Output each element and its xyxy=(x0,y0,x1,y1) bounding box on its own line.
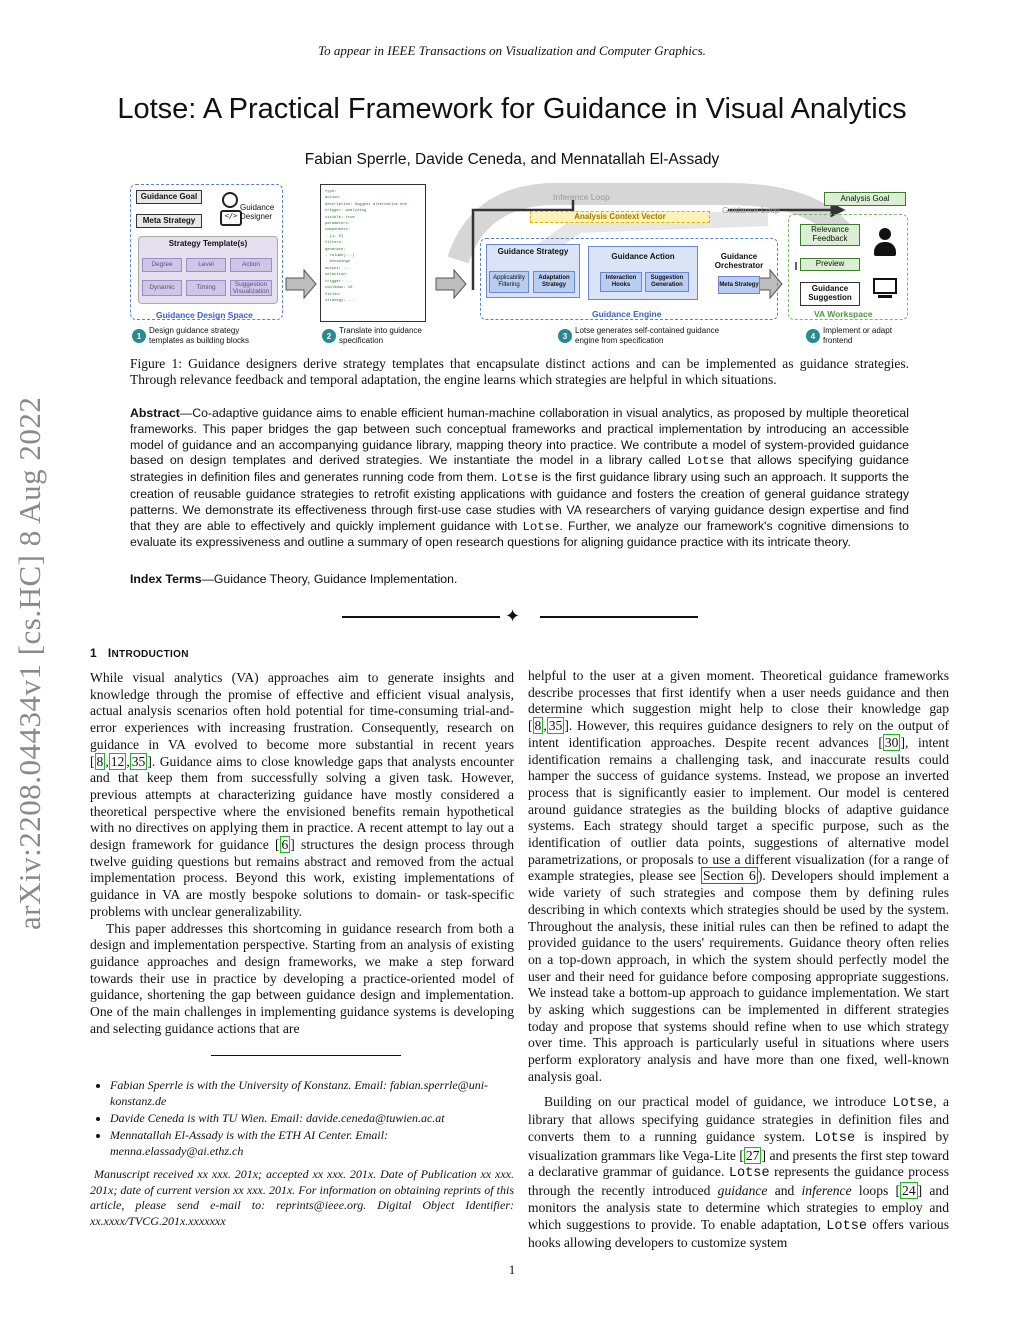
step-3-badge: 3 xyxy=(558,329,572,343)
workspace-label: VA Workspace xyxy=(814,309,873,319)
lotse-name: Lotse xyxy=(522,519,560,534)
spec-line: strategy: ... xyxy=(325,298,355,303)
step-1-text: Design guidance strategy templates as building blocks xyxy=(149,326,250,345)
strategy-template-frame: Strategy Template(s) xyxy=(138,236,278,304)
section-link[interactable]: Section 6 xyxy=(703,868,756,884)
spec-line: action: xyxy=(325,196,341,201)
text-run: ). Developers should implement a wide variety of such strategies and compose them by defining rules describing in which contexts which strategies should be used by the system. Throughout the analysis, these initial rules can then be refined to adapt the provided guidance to the users' requirements. Guidance theory often relies on a top-down approach, in which the system should perfectly model the user and their need for guidance before composing appropriate suggestions. We instead take a bottom-up approach to guidance implementation. We start by asking which suggestions can be implemented in different strategies today and propose that systems should refine when to use which strategy over time. This approach is particularly useful in situations where users perform exploratory analysis and have more than one fixed, well-known analysis goal. xyxy=(528,868,949,1084)
text-run: inference xyxy=(801,1183,852,1199)
footnote-rule xyxy=(211,1055,401,1056)
figure-caption: Figure 1: Guidance designers derive strategy templates that encapsulate distinct actions and can be implemented as guidance strategies. Through relevance feedback and temporal adaptation, the engine learns which strategies are helpful in which situations. xyxy=(130,356,909,387)
text-run: and xyxy=(767,1183,802,1199)
abstract-text: Co-adaptive guidance aims to enable efficient human-machine collaboration in visual analytics, as proposed by multiple theoretical frameworks. This paper bridges the gap between such conceptual frameworks and practical implementation by introducing an accessible model of guidance and an accompanying guidance library, mapping theory into practice. We contribute a model of system-provided guidance based on design templates and derived strategies. We instantiate the model in a library called xyxy=(130,406,909,468)
adaptation-box: Adaptation Strategy xyxy=(533,271,575,293)
abstract xyxy=(130,406,909,551)
text-run: ]. Guidance aims to close knowledge gaps that analysts encounter and that keep them from successfully solving a given task. However, previous attempts at characterizing guidance have mostly considered a theoretical perspective where the envisioned benefits remain hypothetical with no directives on applying them in practice. A recent attempt to lay out a design framework for guidance [ xyxy=(90,753,514,853)
spec-document xyxy=(320,184,426,322)
template-cell: Suggestion Visualization xyxy=(230,280,272,296)
text-run: loops [ xyxy=(851,1183,901,1199)
text-run: Building on our practical model of guidance, we introduce xyxy=(544,1093,893,1109)
relevance-feedback-box: Relevance Feedback xyxy=(800,224,860,246)
guidance-suggestion-box: Guidance Suggestion xyxy=(800,282,860,306)
spec-line: selection: xyxy=(325,273,348,278)
step-1-badge: 1 xyxy=(132,329,146,343)
step-4-badge: 4 xyxy=(806,329,820,343)
spec-line: filters: xyxy=(325,241,344,246)
paragraph xyxy=(528,1094,949,1252)
right-column xyxy=(528,668,949,1252)
guidance-goal-box: Guidance Goal xyxy=(136,190,202,204)
paragraph: helpful to the user at a given moment. Theoretical guidance frameworks describe processes that first identify when a user needs guidance and then determine which suggestion might help to close their knowledge gap [ 8 , 35 ]. However, this requires guidance designers to rely on the output of intent identification approaches. Despite recent advances [ 30 ], intent identification remains a challenging task, and inaccurate results could hamper the success of guidance systems. Instead, we propose an inverted process that is significantly easier to implement. Our model is centered around guidance strategies as the building blocks of adaptive guidance systems. Each strategy should target a specific purpose, such as the identification of outlier data points, suggestions of alternative model parametrizations, or proposals to use a different visualization (for a range of example strategies, please see Section 6 ). Developers should implement a wide variety of such strategies and compose them by defining rules describing in which contexts which strategies should be used by the system. Throughout the analysis, these initial rules can then be refined to adapt the provided guidance to the users' requirements. Guidance theory often relies on a top-down approach, in which the system should perfectly model the user and their need for guidance before composing appropriate suggestions. We instead take a bottom-up approach to guidance implementation. We start by asking which suggestions can be implemented in different strategies today and propose that systems should refine when to use which strategy over time. This approach is particularly useful in situations where users perform exploratory analysis and have more than one fixed, well-known analysis goal. xyxy=(528,668,949,1084)
spec-line: type: xyxy=(325,190,337,194)
spec-line: description: Suggest alternative enc xyxy=(325,202,408,207)
template-cell: Level xyxy=(186,258,226,272)
spec-line: cooldown: 10 xyxy=(325,286,353,291)
designer-icon: </> xyxy=(220,192,240,222)
step-2-badge: 2 xyxy=(322,329,336,343)
meta-strategy-box: Meta Strategy xyxy=(136,214,202,228)
spec-line: output: ... xyxy=(325,266,351,271)
authors: Fabian Sperrle, Davide Ceneda, and Mennatallah El-Assady xyxy=(304,151,720,168)
text-run: ], intent identification remains a challenging task, and inaccurate results could hamper the success of guidance systems. Instead, we propose an inverted process that is significantly easier to implement. Our model is centered around guidance strategies as the building blocks of adaptive guidance systems. Each strategy should target a specific purpose, such as the identification of outlier data points, suggestions of alternative model parametrizations, or proposals to use a different visualization (for a range of example strategies, please see xyxy=(528,734,949,884)
step-4-text: Implement or adapt frontend xyxy=(823,326,892,345)
citation-link[interactable]: 27 xyxy=(745,1147,760,1163)
abstract-text: that allows specifying guidance strategies in definition files and generates running code from them. xyxy=(130,453,909,485)
lotse-name: Lotse xyxy=(814,1130,856,1146)
section-divider xyxy=(0,608,1024,626)
paper-title: Lotse: A Practical Framework for Guidance in Visual Analytics xyxy=(117,93,907,125)
lotse-name: Lotse xyxy=(892,1095,934,1111)
footnote-item: • Davide Ceneda is with TU Wien. Email: davide.ceneda@tuwien.ac.at xyxy=(110,1110,515,1126)
footnote-item: • Fabian Sperrle is with the University of Konstanz. Email: fabian.sperrle@uni-konstanz.de xyxy=(110,1077,515,1109)
lotse-name: Lotse xyxy=(728,1166,770,1182)
spec-line: - [1, 0] xyxy=(325,234,344,239)
guidance-strategy-box: Guidance Strategy xyxy=(486,244,580,298)
citation-link[interactable]: 24 xyxy=(902,1183,916,1199)
applicability-box: Applicability Filtering xyxy=(489,271,529,293)
left-column xyxy=(90,670,514,1037)
spec-line: trigger: analyzing xyxy=(325,209,367,214)
template-cell: Degree xyxy=(142,258,182,272)
spec-line: - encodings xyxy=(325,260,351,265)
text-run: offers various hooks allowing developers to customize system xyxy=(528,1216,950,1251)
lotse-name: Lotse xyxy=(501,471,539,486)
monitor-icon xyxy=(873,278,899,300)
manuscript-note: Manuscript received xx xxx. 201x; accepted xx xxx. 201x. Date of Publication xx xxx. 201x; date of current version xx xxx. 201x. For information on obtaining reprints of this article, please send e-mail to: reprints@ieee.org. Digital Object Identifier: xx.xxxx/TVCG.201x.xxxxxxx xyxy=(90,1167,514,1228)
context-vector: Analysis Context Vector xyxy=(530,211,710,223)
index-terms xyxy=(130,572,909,586)
text-run: ] and presents the first step toward a declarative grammar of guidance. xyxy=(528,1147,949,1180)
divider-diamond-icon: ✦ xyxy=(505,606,521,627)
spec-line: visible: true xyxy=(325,215,355,220)
arxiv-stamp: arXiv:2208.04434v1 [cs.HC] 8 Aug 2022 xyxy=(12,396,47,930)
section-number: 1 xyxy=(90,646,97,660)
spec-line: - column(...) xyxy=(325,254,355,259)
spec-line: components: xyxy=(325,228,351,233)
orchestrator-label: Guidance Orchestrator xyxy=(714,252,764,270)
citation-link[interactable]: 35 xyxy=(131,753,146,769)
index-terms-dash: — xyxy=(201,572,214,586)
text-run: represents the guidance process through the recently introduced xyxy=(528,1164,949,1199)
arrow-2 xyxy=(436,270,466,298)
citation-link[interactable]: 12 xyxy=(110,753,125,769)
step-3-text: Lotse generates self-contained guidance engine from specification xyxy=(575,326,720,345)
engine-label: Guidance Engine xyxy=(592,309,662,319)
analyst-icon xyxy=(874,228,896,258)
text-run: ]. However, this requires guidance designers to rely on the output of intent identification approaches. Despite recent advances [ xyxy=(528,718,949,750)
design-space-label: Guidance Design Space xyxy=(156,310,253,320)
interaction-hooks-box: Interaction Hooks xyxy=(600,272,642,292)
abstract-dash: — xyxy=(179,406,193,420)
text-run: is inspired by visualization grammars like Vega-Lite [ xyxy=(528,1128,949,1163)
template-cell: Action xyxy=(230,258,272,272)
index-terms-label: Index Terms xyxy=(130,572,202,586)
analysis-goal-box: Analysis Goal xyxy=(824,192,906,206)
text-run: While visual analytics (VA) approaches aim to generate insights and knowledge through the promise of effective and efficient visual analysis, actual analysis scenarios often hold potential for time-consuming trial-and-error experiences with increasing frustration. Consequently, research on guidance in VA evolved to become more substantial in recent years [ xyxy=(90,670,514,769)
footnotes xyxy=(92,1077,515,1160)
citation-link[interactable]: 30 xyxy=(884,734,899,750)
arrow-1 xyxy=(286,270,316,298)
preview-box: Preview xyxy=(800,258,860,271)
section-heading xyxy=(90,646,189,660)
lotse-name: Lotse xyxy=(687,454,725,469)
template-cell: Dynamic xyxy=(142,280,182,296)
guidance-designer-label: Guidance Designer xyxy=(240,203,275,221)
section-title-rest: NTRODUCTION xyxy=(111,649,189,660)
citation-link[interactable]: 6 xyxy=(281,837,289,853)
text-run: guidance xyxy=(717,1183,768,1199)
text-run: ] structures the design process through twelve guiding questions but remains abstract and removed from the actual implementation process. Beyond this work, existing implementations of guidance in VA are mostly bespoke solutions to domain- or task-specific problems with unclear generalizability. xyxy=(90,837,514,919)
citation-link[interactable]: 35 xyxy=(548,718,563,734)
citation-link[interactable]: 8 xyxy=(534,718,542,734)
spec-line: trigger: ... xyxy=(325,279,353,284)
step-2-text: Translate into guidance specification xyxy=(339,326,422,345)
paragraph: This paper addresses this shortcoming in guidance research from both a design and implementation perspective. Starting from an analysis of existing guidance approaches and design frameworks, we make a step forward towards their use in practice by developing a practice-oriented model of guidance, shortening the gap between guidance design and implementation. One of the main challenges in implementing guidance systems is developing and selecting guidance actions that are xyxy=(90,920,514,1036)
index-terms-text: Guidance Theory, Guidance Implementation. xyxy=(213,572,458,586)
figure-1 xyxy=(128,180,912,352)
template-cell: Timing xyxy=(186,280,226,296)
abstract-text: . Further, we analyze our framework's cognitive dimensions to evaluate its expressiveness and outline a summary of open research questions for aligning guidance practice with its intricate theory. xyxy=(130,518,909,550)
meta-strategy-engine-box: Meta Strategy xyxy=(718,276,760,294)
page-number: 1 xyxy=(508,1262,516,1277)
abstract-label: Abstract xyxy=(130,406,180,420)
suggestion-generation-box: Suggestion Generation xyxy=(645,272,689,292)
guidance-action-box: Guidance Action xyxy=(588,246,698,300)
citation-link[interactable]: 8 xyxy=(96,753,104,769)
text-run: helpful to the user at a given moment. Theoretical guidance frameworks describe processes that first identify when a user needs guidance and then determine which suggestion might help to close their knowledge gap [ xyxy=(528,668,949,734)
paragraph: While visual analytics (VA) approaches aim to generate insights and knowledge through the promise of effective and efficient visual analysis, actual analysis scenarios often hold potential for time-consuming trial-and-error experiences with increasing frustration. Consequently, research on guidance in VA evolved to become more substantial in recent years [ 8 , 12 , 35 ]. Guidance aims to close knowledge gaps that analysts encounter and that keep them from successfully solving a given task. However, previous attempts at characterizing guidance have mostly considered a theoretical perspective where the envisioned benefits remain hypothetical with no directives on applying them in practice. A recent attempt to lay out a design framework for guidance [ 6 ] structures the design process through twelve guiding questions but remains abstract and removed from the actual implementation process. Beyond this work, existing implementations of guidance in VA are mostly bespoke solutions to domain- or task-specific problems with unclear generalizability. xyxy=(90,670,514,919)
section-title-initial: I xyxy=(107,646,112,660)
spec-line: fields: xyxy=(325,292,341,297)
inference-loop-label: Inference Loop xyxy=(553,192,610,202)
running-head: To appear in IEEE Transactions on Visualization and Computer Graphics. xyxy=(318,43,706,58)
abstract-text: is the first guidance library using such an approach. It supports the creation of reusable guidance strategies to retrofit existing applications with guidance and fosters the creation of general guidance strategy patterns. We demonstrate its effectiveness through first-use case studies with VA researchers of varying guidance design expertise and find that they are able to effectively and quickly implement guidance with xyxy=(130,470,909,533)
spec-line: generate: xyxy=(325,247,346,252)
guidance-loop-label: Guidance Loop xyxy=(722,205,780,215)
lotse-name: Lotse xyxy=(826,1218,868,1234)
spec-line: parameters: xyxy=(325,222,351,227)
footnote-item: • Mennatallah El-Assady is with the ETH AI Center. Email: menna.elassady@ai.ethz.ch xyxy=(110,1127,515,1159)
text-run: ] and monitors the analysis state to determine which strategies to employ and which suggestions to provide. To enable adaptation, xyxy=(528,1183,949,1232)
text-run: , a library that allows specifying guidance strategies in definition files and converts them to a running guidance system. xyxy=(528,1093,949,1144)
